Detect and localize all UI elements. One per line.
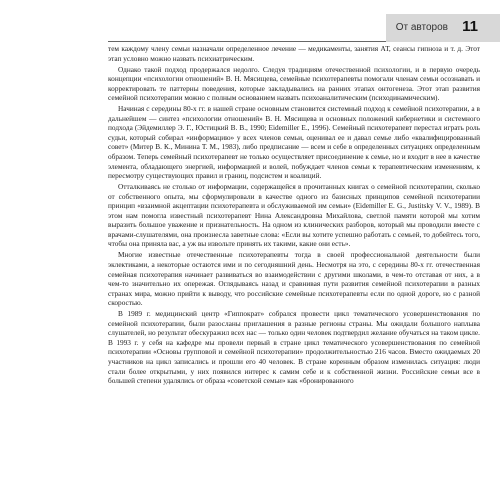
body-text [108, 44, 480, 387]
header-tab [386, 14, 500, 42]
paragraph: Отталкиваясь не столько от информации, содержащейся в прочитанных книгах о семейной психотерапии, сколько от собственного опыта, мы сформулировали в качестве одного из базисных принципов семейной психотерапии принцип «взаимной акцептации психотерапевта и обслуживаемой им семьи» (Eidemiller E. G., Justitsky V. V., 1989). В этом нам помогла известный психотерапевт Нина Александровна Михайлова, светлой памяти которой мы хотим выразить большое уважение и признательность. На одном из клинических разборов, который мы проводили вместе с врачами-слушателями, она произнесла заветные слова: «Если вы хотите успешно работать с семьей, то добейтесь того, чтобы она приняла вас, а уж вы извольте принять их такими, какие они есть». [108, 182, 480, 249]
paragraph: Однако такой подход продержался недолго. Следуя традициям отечественной психологии, и в первую очередь концепции «психологии отношений» В. Н. Мясищева, семейные психотерапевты помогали членам семьи осознавать и корректировать те паттерны поведения, которые закладывались на ранних этапах онтогенеза. Этот этап развития семейной психотерапии можно с полным основанием назвать психоаналитическим (психодинамическим). [108, 64, 480, 103]
running-header [0, 14, 500, 36]
paragraph: Начиная с середины 80-х гг. в нашей стране основным становится системный подход к семейной психотерапии, а в дальнейшем — синтез «психологии отношений» В. Н. Мясищева и основных положений кибернетики и системного подхода (Эйдемиллер Э. Г., Юстицкий В. В., 1990; Eidemiller E., 1996). Семейный психотерапевт перестал играть роль судьи, который собирал «информацию» у всех членов семьи, оценивал ее и давал семье либо «квалифицированный совет» (Митер В. К., Минина Т. М., 1983), либо предписание — всем и себе в определенных ситуациях определенным образом. Теперь семейный психотерапевт не только осуществляет присоединение к семье, но и входит в нее в качестве элемента, обладающего энергией, информацией и волей, побуждает членов семьи к терапевтическим изменениям, к пересмотру существующих правил и границ, подсистем и коалиций. [108, 104, 480, 181]
paragraph: Многие известные отечественные психотерапевты тогда в своей профессиональной деятельности были эклектиками, а некоторые остаются ими и по сегодняшний день. Несмотря на это, с середины 80-х гг. отечественная семейная психотерапия начинает развиваться во взаимодействии с другими школами, в чем-то отставая от них, а в чем-то значительно их опережая. Оглядываясь назад и сравнивая пути развития семейной психотерапии в разных странах мира, можно прийти к выводу, что российские семейные психотерапевты если по одной дороге, но с разной скоростью. [108, 250, 480, 308]
paragraph: В 1989 г. медицинский центр «Гиппократ» собрался провести цикл тематического усовершенствования по семейной психотерапии, были разосланы приглашения в разные регионы страны. Мы ожидали большого наплыва слушателей, но результат обескуражил всех нас — только один человек подтвердил желание обучаться на таком цикле. В 1993 г. у себя на кафедре мы провели первый в стране цикл тематического усовершенствования по семейной психотерапии «Основы групповой и семейной психотерапии» продолжительностью 216 часов. Вместо ожидаемых 20 участников на цикл записались и прошли его 40 человек. В стране коренным образом изменилась ситуация: люди стали более открытыми, у них появился интерес к самим себе и к собственной жизни. Российские семьи все в большей степени удалялись от образа «советской семьи» как «бронированного [108, 309, 480, 386]
paragraph: тем каждому члену семьи назначали определенное лечение — медикаменты, занятия АТ, сеансы гипноза и т. д. Этот этап условно можно назвать психиатрическим. [108, 44, 480, 63]
page-number: 11 [462, 18, 478, 35]
section-title: От авторов [395, 22, 448, 33]
